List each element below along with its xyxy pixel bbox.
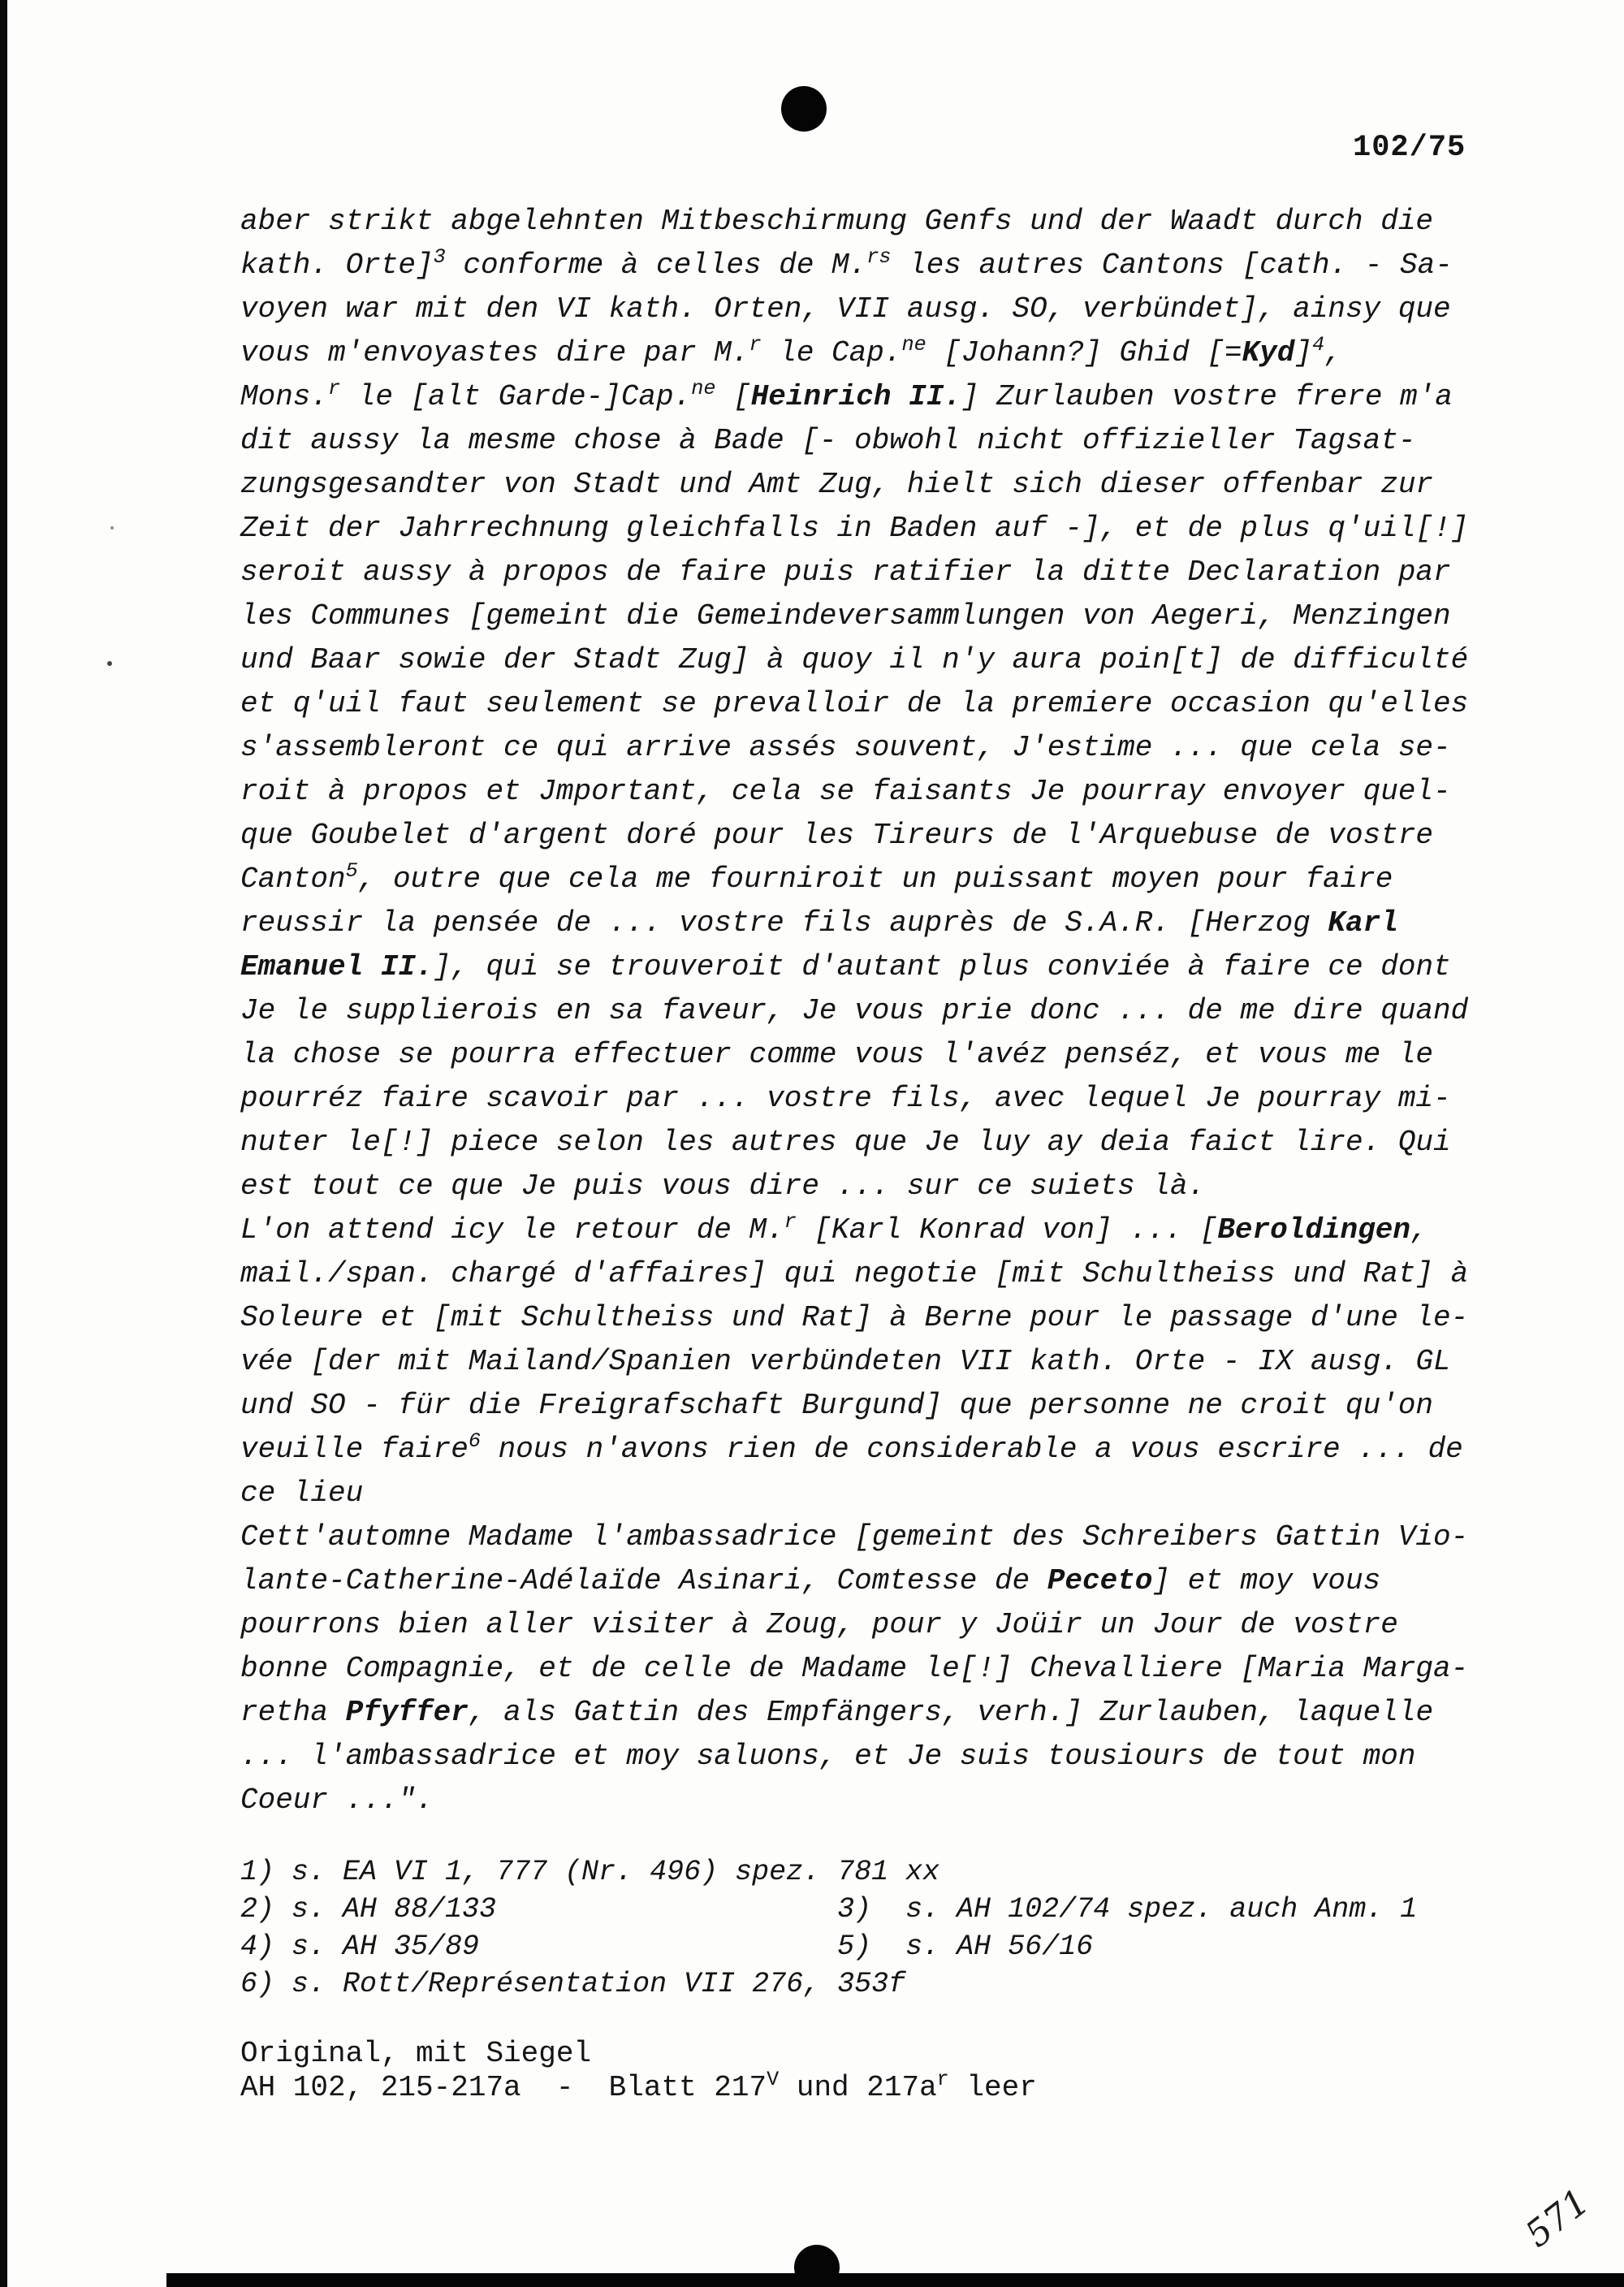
- body-text: [240, 200, 1468, 1822]
- text-segment: AH 102, 215-217a - Blatt 217: [240, 2071, 767, 2104]
- text-line: 1) s. EA VI 1, 777 (Nr. 496) spez. 781 xx: [240, 1856, 940, 1888]
- text-line: 6) s. Rott/Représentation VII 276, 353f: [240, 1968, 906, 2000]
- text-line: [240, 507, 1468, 551]
- text-line: [240, 551, 1468, 594]
- text-line: [240, 1296, 1468, 1340]
- text-segment: lante-Catherine-Adélaïde Asinari, Comtesse de: [240, 1564, 1047, 1597]
- text-segment: les Communes [gemeint die Gemeindeversammlungen von Aegeri, Menzingen: [240, 599, 1451, 633]
- text-segment: kath. Orte]: [240, 249, 434, 282]
- bold-text-segment: Emanuel II.: [240, 950, 434, 984]
- text-segment: la chose se pourra effectuer comme vous l'avéz penséz, et vous me le: [240, 1038, 1434, 1071]
- superscript-text-segment: r: [784, 1210, 797, 1234]
- text-segment: und SO - für die Freigrafschaft Burgund] que personne ne croit qu'on: [240, 1389, 1434, 1422]
- text-segment: Soleure et [mit Schultheiss und Rat] à Berne pour le passage d'une le-: [240, 1301, 1469, 1334]
- text-segment: und Baar sowie der Stadt Zug] à quoy il n'y aura poin[t] de difficulté: [240, 643, 1469, 677]
- text-line: [240, 1428, 1468, 1472]
- text-line: [240, 200, 1468, 244]
- text-segment: bonne Compagnie, et de celle de Madame le[!] Chevalliere [Maria Marga-: [240, 1652, 1469, 1685]
- text-segment: seroit aussy à propos de faire puis ratifier la ditte Declaration par: [240, 556, 1451, 589]
- superscript-text-segment: r: [936, 2068, 949, 2092]
- text-segment: ce lieu: [240, 1476, 364, 1510]
- text-line: [240, 1121, 1468, 1165]
- punch-hole-top: [781, 86, 827, 132]
- text-segment: ] et moy vous: [1152, 1564, 1381, 1597]
- text-segment: , outre que cela me fourniroit un puissant moyen pour faire: [357, 862, 1393, 896]
- text-line: [240, 989, 1468, 1033]
- text-segment: que Goubelet d'argent doré pour les Tireurs de l'Arquebuse de vostre: [240, 819, 1434, 852]
- text-segment: vée [der mit Mailand/Spanien verbündeten VII kath. Orte - IX ausg. GL: [240, 1345, 1451, 1378]
- text-segment: Coeur ...".: [240, 1783, 434, 1817]
- text-line: [240, 901, 1468, 945]
- superscript-text-segment: ne: [901, 333, 926, 357]
- text-line: [240, 1384, 1468, 1428]
- text-line: [240, 1691, 1468, 1735]
- text-segment: [Karl Konrad von] ... [: [796, 1213, 1218, 1247]
- superscript-text-segment: V: [767, 2068, 780, 2092]
- text-segment: nuter le[!] piece selon les autres que Je luy ay deia faict lire. Qui: [240, 1126, 1451, 1159]
- text-segment: Je le supplierois en sa faveur, Je vous prie donc ... de me dire quand: [240, 994, 1469, 1027]
- text-line: [240, 419, 1468, 463]
- text-line: [240, 945, 1468, 989]
- text-segment: aber strikt abgelehnten Mitbeschirmung Genfs und der Waadt durch die: [240, 205, 1434, 238]
- text-segment: ,: [1410, 1213, 1428, 1247]
- text-segment: mail./span. chargé d'affaires] qui negotie [mit Schultheiss und Rat] à: [240, 1257, 1469, 1290]
- superscript-text-segment: r: [749, 333, 762, 357]
- text-segment: reussir la pensée de ... vostre fils auprès de S.A.R. [Herzog: [240, 906, 1328, 940]
- text-segment: nous n'avons rien de considerable a vous escrire ... de: [480, 1433, 1463, 1466]
- text-segment: ,: [1324, 336, 1342, 370]
- text-segment: dit aussy la mesme chose à Bade [- obwohl nicht offizieller Tagsat-: [240, 424, 1416, 457]
- superscript-text-segment: ne: [691, 377, 716, 401]
- text-segment: et q'uil faut seulement se prevalloir de la premiere occasion qu'elles: [240, 687, 1469, 720]
- footnotes: [240, 1853, 1417, 2003]
- text-segment: le [alt Garde-]Cap.: [340, 380, 692, 413]
- text-line: [240, 1603, 1468, 1647]
- colophon-original-line: Original, mit Siegel: [240, 2037, 592, 2070]
- superscript-text-segment: 5: [345, 859, 358, 884]
- text-line: [240, 1208, 1468, 1252]
- text-line: [240, 858, 1468, 901]
- text-segment: vous m'envoyastes dire par M.: [240, 336, 749, 370]
- text-segment: pourréz faire scavoir par ... vostre fils, avec lequel Je pourray mi-: [240, 1082, 1451, 1115]
- text-line: [240, 682, 1468, 726]
- text-line: [240, 1033, 1468, 1077]
- text-line: [240, 1252, 1468, 1296]
- text-segment: [: [715, 380, 751, 413]
- text-line: [240, 463, 1468, 507]
- text-line: [240, 1779, 1468, 1822]
- text-segment: ... l'ambassadrice et moy saluons, et Je suis tousiours de tout mon: [240, 1740, 1416, 1773]
- handwritten-archive-mark: 571: [1518, 2181, 1597, 2256]
- text-segment: , als Gattin des Empfängers, verh.] Zurlauben, laquelle: [468, 1696, 1434, 1729]
- text-segment: est tout ce que Je puis vous dire ... sur ce suiets là.: [240, 1169, 1206, 1203]
- bold-text-segment: Peceto: [1047, 1564, 1153, 1597]
- text-segment: pourrons bien aller visiter à Zoug, pour y Joüir un Jour de vostre: [240, 1608, 1398, 1641]
- text-segment: retha: [240, 1696, 346, 1729]
- bold-text-segment: Kyd: [1242, 336, 1295, 370]
- text-segment: conforme à celles de M.: [445, 249, 867, 282]
- text-line: [240, 814, 1468, 858]
- scan-left-edge-artifact: [0, 0, 7, 2287]
- text-segment: Mons.: [240, 380, 329, 413]
- scan-bottom-edge-artifact: [166, 2273, 1624, 2287]
- scan-speck: [110, 526, 114, 530]
- superscript-text-segment: 4: [1312, 333, 1325, 357]
- text-line: [240, 1515, 1468, 1559]
- text-segment: veuille faire: [240, 1433, 469, 1466]
- text-segment: ]: [1294, 336, 1312, 370]
- superscript-text-segment: rs: [866, 245, 892, 270]
- text-line: [240, 1559, 1468, 1603]
- text-segment: le Cap.: [761, 336, 902, 370]
- text-segment: les autres Cantons [cath. - Sa-: [891, 249, 1453, 282]
- colophon: [240, 2037, 1037, 2105]
- text-line: [240, 331, 1468, 375]
- superscript-text-segment: 3: [433, 245, 446, 270]
- text-segment: Zeit der Jahrrechnung gleichfalls in Baden auf -], et de plus q'uil[!]: [240, 512, 1469, 545]
- text-line: [240, 1077, 1468, 1121]
- text-line: [240, 1647, 1468, 1691]
- text-segment: roit à propos et Jmportant, cela se faisants Je pourray envoyer quel-: [240, 775, 1451, 808]
- text-line: [240, 1472, 1468, 1515]
- superscript-text-segment: r: [328, 377, 341, 401]
- bold-text-segment: Beroldingen: [1217, 1213, 1410, 1247]
- text-line: [240, 1340, 1468, 1384]
- text-line: [240, 638, 1468, 682]
- text-segment: L'on attend icy le retour de M.: [240, 1213, 784, 1247]
- text-segment: und 217a: [779, 2071, 937, 2104]
- text-segment: leer: [948, 2071, 1037, 2104]
- text-segment: zungsgesandter von Stadt und Amt Zug, hielt sich dieser offenbar zur: [240, 468, 1434, 501]
- text-segment: ], qui se trouveroit d'autant plus conviée à faire ce dont: [433, 950, 1451, 984]
- text-segment: Cett'automne Madame l'ambassadrice [gemeint des Schreibers Gattin Vio-: [240, 1520, 1469, 1554]
- text-line: [240, 287, 1468, 331]
- text-line: [240, 375, 1468, 419]
- bold-text-segment: Pfyffer: [345, 1696, 469, 1729]
- text-line: [240, 726, 1468, 770]
- text-segment: s'assembleront ce qui arrive assés souvent, J'estime ... que cela se-: [240, 731, 1451, 764]
- scan-speck: [107, 661, 112, 666]
- text-line: [240, 1165, 1468, 1208]
- text-line: 4) s. AH 35/89 5) s. AH 56/16: [240, 1930, 1094, 1963]
- superscript-text-segment: 6: [468, 1429, 481, 1454]
- text-segment: Canton: [240, 862, 346, 896]
- bold-text-segment: Heinrich II.: [750, 380, 961, 413]
- text-line: [240, 1735, 1468, 1779]
- text-line: [240, 594, 1468, 638]
- text-segment: ] Zurlauben vostre frere m'a: [961, 380, 1453, 413]
- text-segment: [Johann?] Ghid [=: [926, 336, 1242, 370]
- text-line: [240, 770, 1468, 814]
- text-line: 2) s. AH 88/133 3) s. AH 102/74 spez. auch Anm. 1: [240, 1893, 1418, 1926]
- text-segment: voyen war mit den VI kath. Orten, VII ausg. SO, verbündet], ainsy que: [240, 292, 1451, 326]
- text-line: [240, 244, 1468, 287]
- colophon-signature-line: [240, 2068, 1037, 2105]
- page-number: 102/75: [1353, 131, 1466, 165]
- bold-text-segment: Karl: [1328, 906, 1398, 940]
